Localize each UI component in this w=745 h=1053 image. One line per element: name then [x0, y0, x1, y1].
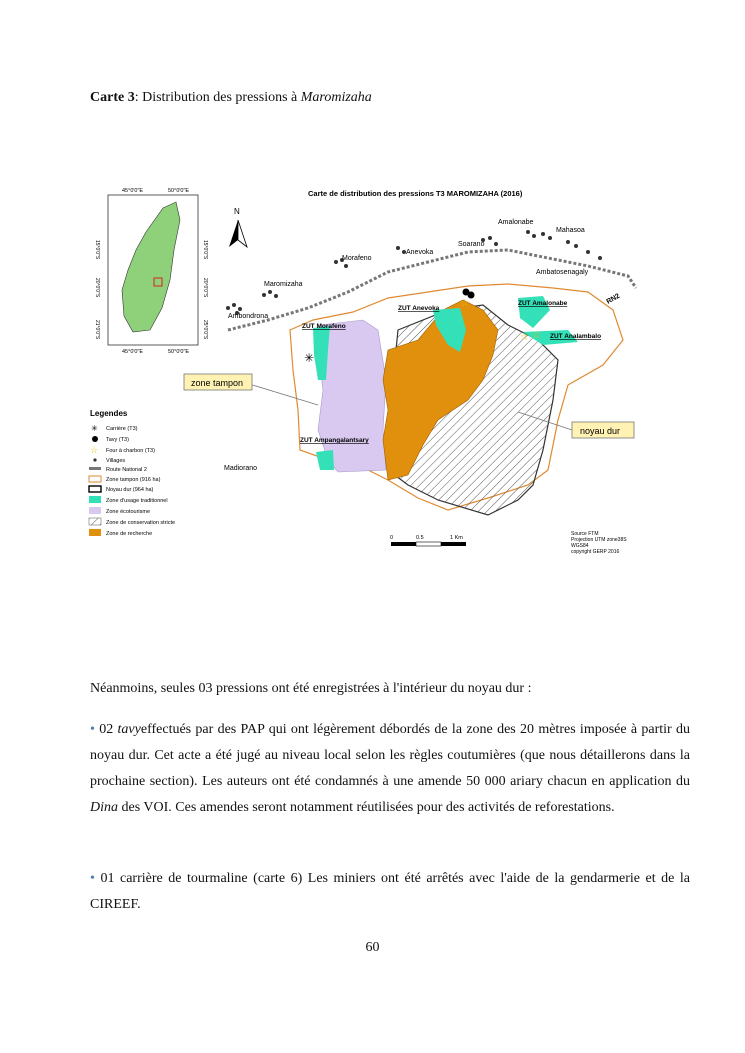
- callout-noyau-text: noyau dur: [580, 426, 621, 436]
- scale-label-0: 0: [390, 535, 394, 541]
- inset-tick-right-3: 25°0'0"S: [202, 320, 208, 340]
- source-line-2: WGS84: [571, 543, 589, 549]
- legend-item-1: Tavy (T3): [106, 437, 129, 443]
- legend-carriere-icon: ✳: [91, 424, 98, 433]
- caption-label: Carte 3: [90, 90, 135, 105]
- north-label: N: [234, 207, 240, 216]
- legend-charbon-icon: ☆: [90, 445, 99, 455]
- village-amalonabe: Amalonabe: [498, 219, 534, 226]
- village-ambondrona: Ambondrona: [228, 313, 269, 320]
- legend-item-4: Route National 2: [106, 467, 147, 473]
- inset-map: [94, 188, 208, 355]
- intro-paragraph: Néanmoins, seules 03 pressions ont été enregistrées à l'intérieur du noyau dur :: [90, 681, 532, 696]
- source-line-0: Source FTM: [571, 531, 599, 537]
- zut-ampangalantsary-label: ZUT Ampangalantsary: [300, 437, 369, 444]
- zut-ampangalantsary-area: [316, 450, 334, 470]
- village-anevoka: Anevoka: [406, 249, 434, 256]
- legend-noyau-swatch: [89, 486, 101, 492]
- charbon-star-icon-2: ☆: [520, 332, 529, 343]
- map-title: Carte de distribution des pressions T3 MAROMIZAHA (2016): [308, 189, 523, 198]
- source-line-3: copyright GERP 2016: [571, 549, 620, 555]
- inset-tick-right-2: 20°0'0"S: [202, 278, 208, 298]
- legend-village-icon: [93, 458, 96, 461]
- inset-tick-left-2: 20°0'0"S: [94, 278, 100, 298]
- legend-item-9: Zone de conservation stricte: [106, 520, 176, 526]
- legend-zut-swatch: [89, 496, 101, 503]
- legend-item-2: Four à charbon (T3): [106, 448, 155, 454]
- inset-tick-top-right: 50°0'0"E: [168, 188, 190, 194]
- inset-tick-left-3: 21°0'0"S: [94, 320, 100, 340]
- village-morafeno: Morafeno: [342, 255, 372, 262]
- p1-dina: Dina: [90, 800, 118, 815]
- legend-item-7: Zone d'usage traditionnel: [106, 498, 168, 504]
- legend-recherche-swatch: [89, 529, 101, 536]
- bullet-1: •: [90, 722, 95, 737]
- page-number: 60: [365, 940, 380, 955]
- inset-tick-bottom-right: 50°0'0"E: [168, 349, 190, 355]
- inset-tick-bottom-left: 45°0'0"E: [122, 349, 144, 355]
- callout-tampon-text: zone tampon: [191, 378, 244, 388]
- legend-item-10: Zone de recherche: [106, 531, 153, 537]
- caption-place: Maromizaha: [300, 90, 372, 105]
- scale-label-1: 0.5: [416, 535, 424, 541]
- zut-amalonabe-label: ZUT Amalonabe: [518, 300, 568, 307]
- inset-tick-top-left: 45°0'0"E: [122, 188, 144, 194]
- inset-tick-left-1: 15°0'0"S: [94, 240, 100, 260]
- village-ambatosenagaly: Ambatosenagaly: [536, 269, 589, 276]
- carriere-icon: ✳: [304, 351, 315, 365]
- legend-item-8: Zone écotourisme: [106, 509, 151, 515]
- caption-text: : Distribution des pressions à: [134, 90, 301, 105]
- zut-analambalo-label: ZUT Analambalo: [550, 333, 602, 340]
- scale-bar: [390, 535, 466, 546]
- legend-eco-swatch: [89, 507, 101, 514]
- village-maromizaha: Maromizaha: [264, 281, 303, 288]
- legend-road-swatch: [89, 467, 101, 470]
- village-madiorano: Madiorano: [224, 465, 258, 472]
- north-arrow-icon: [229, 207, 247, 247]
- p1-text: effectués par des PAP qui ont légèrement débordés de la zone des 20 mètres imposée à partir du noyau dur. Cet acte a été jugé au niveau local selon les règles coutumières (que nous détaillerons dans la prochaine section). Les auteurs ont été condamnés à une amende 50 000 ariary chacun en application du: [90, 722, 691, 789]
- map-source: [571, 531, 627, 555]
- village-soarano: Soarano: [458, 241, 485, 248]
- legend-title: Legendes: [90, 409, 128, 418]
- legend-tavy-icon: [92, 436, 98, 442]
- charbon-star-icon: ☆: [460, 298, 469, 309]
- inset-tick-right-1: 15°0'0"S: [202, 240, 208, 260]
- legend-item-6: Noyau dur (964 ha): [106, 487, 154, 493]
- p2-text: 01 carrière de tourmaline (carte 6) Les miniers ont été arrêtés avec l'aide de la gendarmerie et de la CIREEF.: [90, 871, 690, 912]
- source-line-1: Projection UTM zone38S: [571, 537, 627, 543]
- map-legend: [89, 409, 175, 537]
- legend-conservation-swatch: [89, 518, 101, 525]
- scale-label-2: 1 Km: [450, 535, 463, 541]
- road-label: RN2: [605, 292, 622, 306]
- paragraph-carriere: [90, 866, 690, 918]
- bullet-2: •: [90, 871, 95, 886]
- village-mahasoa: Mahasoa: [556, 227, 585, 234]
- paragraph-tavy: [90, 717, 690, 821]
- map-caption: [90, 90, 372, 106]
- p1-word: tavy: [117, 722, 141, 737]
- legend-item-5: Zone tampon (916 ha): [106, 477, 161, 483]
- charbon-star-icon-3: ☆: [532, 330, 541, 341]
- callout-zone-tampon: [184, 374, 318, 405]
- legend-item-0: Carrière (T3): [106, 426, 138, 432]
- pressure-map: [88, 180, 660, 565]
- p1-tail: des VOI. Ces amendes seront notamment réutilisées pour des activités de reforestations.: [118, 800, 615, 815]
- zut-anevoka-label: ZUT Anevoka: [398, 305, 440, 312]
- legend-tampon-swatch: [89, 476, 101, 482]
- p1-count: 02: [99, 722, 114, 737]
- zut-morafeno-label: ZUT Morafeno: [302, 323, 346, 330]
- legend-item-3: Villages: [106, 458, 126, 464]
